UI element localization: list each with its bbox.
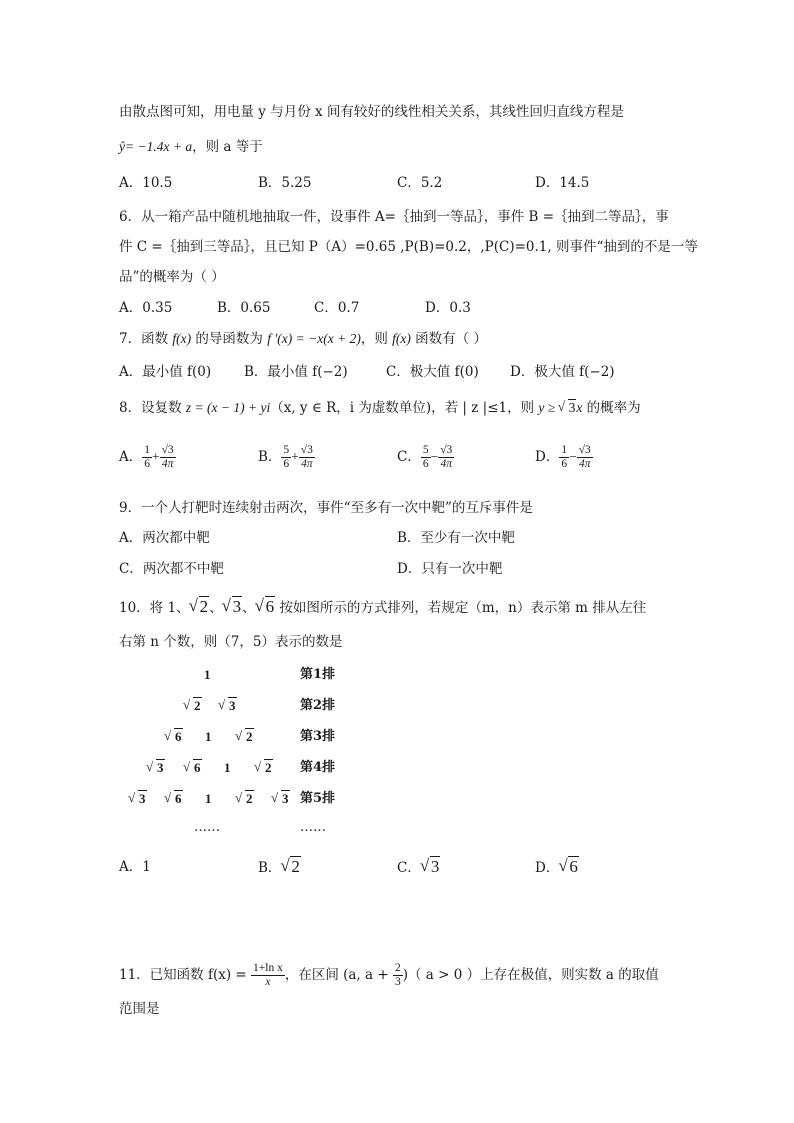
q10-option-d[interactable] (535, 857, 579, 878)
q6-option-b[interactable]: B．0.65 (217, 300, 271, 316)
tri-cell: √ 6 (184, 759, 202, 777)
separator: 、 (242, 600, 256, 616)
q8-option-d[interactable] (535, 444, 593, 471)
q10-rest: 按如图所示的方式排列，若规定（m，n）表示第 m 排从左往 (275, 600, 647, 616)
q6-text-line2: 件 C =｛抽到三等品｝，且已知 P（A）=0.65 ,P(B)=0.2，,P(C)=0.1, 则事件“抽到的不是一等 (119, 239, 698, 255)
option-label: D． (535, 860, 560, 876)
q8-condition: （x, y ∈ R，i 为虚数单位)，若 | z |≤1，则 (270, 400, 539, 416)
tri-cell: √ 3 (129, 790, 147, 808)
tri-cell: √ 2 (184, 697, 202, 715)
q7-option-c[interactable]: C．极大值 f(0) (386, 364, 479, 380)
option-label: D． (535, 449, 560, 465)
row-label-3: 第3排 (300, 729, 336, 744)
q10-option-b[interactable] (258, 857, 301, 878)
sqrt-2: √ 2 (190, 597, 210, 617)
ellipsis-dots: …… (194, 820, 220, 835)
q5-equation (119, 137, 263, 157)
q7-text (119, 329, 487, 349)
q6-option-c[interactable]: C．0.7 (314, 300, 360, 316)
q8-complex-z: z = (x − 1) + yi (185, 400, 271, 415)
q11-rest: )（ a > 0 ）上存在极值，则实数 a 的取值 (402, 967, 659, 983)
regression-equation: = −1.4x + a (125, 139, 193, 154)
fraction: $\frac{\text{1+ln x}}{x}$ (253, 962, 283, 988)
tri-cell: √ 2 (255, 759, 273, 777)
q6-option-d[interactable]: D．0.3 (425, 300, 471, 316)
row-label-5: 第5排 (300, 791, 336, 806)
fraction: $\frac{5}{6}$ (283, 444, 290, 470)
q8-prefix: 8．设复数 (119, 400, 186, 416)
row-label-4: 第4排 (300, 760, 336, 775)
sqrt-3: √ 3 (223, 597, 243, 617)
q7-suffix: 函数有（ ） (410, 331, 487, 347)
q7-option-d[interactable]: D．极大值 f(−2) (510, 364, 615, 380)
q11-interval: ，在区间 (a, a + (284, 967, 393, 983)
operator: − (430, 449, 439, 464)
operator: − (569, 449, 577, 464)
tri-cell: √ 2 (236, 728, 254, 746)
q10-text-line2: 右第 n 个数，则（7，5）表示的数是 (119, 634, 343, 650)
tri-cell: √ 3 (147, 759, 165, 777)
fraction: $\frac{√3}{4\pi}$ (300, 444, 313, 470)
fraction: $\frac{√3}{4\pi}$ (440, 444, 453, 470)
q11-text-line1 (119, 960, 659, 990)
yhat-symbol: ŷ (119, 139, 125, 154)
row-label-2: 第2排 (300, 698, 336, 713)
q5-equation-suffix: ，则 a 等于 (192, 139, 263, 155)
sqrt-symbol: √ 3 (559, 398, 577, 418)
fraction: $\frac{√3}{4\pi}$ (578, 444, 591, 470)
tri-cell: √ 3 (219, 697, 237, 715)
tri-cell: 1 (205, 791, 212, 806)
q7-fx2: f(x) (392, 331, 411, 346)
q6-option-a[interactable]: A．0.35 (119, 300, 173, 316)
tri-cell: √ 2 (236, 790, 254, 808)
q9-option-b[interactable]: B．至少有一次中靶 (397, 530, 515, 546)
tri-cell: 1 (205, 729, 212, 744)
fraction: $\frac{5}{6}$ (422, 444, 429, 470)
tri-cell: √ 6 (165, 790, 183, 808)
q7-option-a[interactable]: A．最小值 f(0) (119, 364, 212, 380)
q10-option-a[interactable]: A．1 (119, 859, 151, 875)
sqrt-2: √ 2 (281, 857, 301, 877)
q11-text-line2: 范围是 (119, 1001, 160, 1017)
option-label: B． (258, 449, 282, 465)
tri-cell: √ 3 (272, 790, 290, 808)
q8-ineq-left: y ≥ (538, 400, 559, 415)
tri-cell: 1 (204, 667, 211, 682)
q9-text: 9．一个人打靶时连续射击两次，事件“至多有一次中靶”的互斥事件是 (119, 500, 533, 516)
q5-text-line1: 由散点图可知，用电量 y 与月份 x 间有较好的线性相关关系，其线性回归直线方程是 (119, 104, 624, 120)
sqrt-3: √ 3 (421, 857, 441, 877)
q8-suffix: 的概率为 (582, 400, 641, 416)
q7-derivative: f ′(x) = −x(x + 2) (267, 331, 361, 346)
q10-option-c[interactable] (397, 857, 440, 878)
option-label: C． (397, 860, 421, 876)
option-label: A． (119, 449, 143, 465)
q5-option-a[interactable]: A．10.5 (119, 175, 173, 191)
sqrt-6: √ 6 (559, 857, 579, 877)
q7-mid2: ，则 (360, 331, 393, 347)
q5-option-c[interactable]: C．5.2 (397, 175, 443, 191)
fraction: $\frac{1}{6}$ (144, 444, 150, 470)
operator: + (291, 449, 299, 464)
sqrt-6: √ 6 (256, 597, 276, 617)
fraction: $\frac{√3}{4\pi}$ (161, 444, 174, 470)
fraction: $\frac{2}{3}$ (394, 962, 401, 988)
q5-option-b[interactable]: B．5.25 (258, 175, 312, 191)
q8-option-b[interactable] (258, 444, 315, 471)
q7-option-b[interactable]: B．最小值 f(−2) (244, 364, 348, 380)
separator: 、 (209, 600, 223, 616)
q8-text (119, 398, 641, 418)
q9-option-c[interactable]: C．两次都不中靶 (119, 561, 224, 577)
tri-cell: 1 (224, 760, 231, 775)
q7-mid: 的导函数为 (191, 331, 268, 347)
option-label: B． (258, 860, 282, 876)
q8-option-a[interactable] (119, 444, 176, 471)
fraction: $\frac{1}{6}$ (561, 444, 568, 470)
tri-cell: √ 6 (165, 728, 183, 746)
row-label-1: 第1排 (300, 667, 336, 682)
q11-prefix: 11．已知函数 f(x) = (119, 967, 252, 983)
q9-option-a[interactable]: A．两次都中靶 (119, 530, 210, 546)
q6-text-line1: 6．从一箱产品中随机地抽取一件，设事件 A=｛抽到一等品｝，事件 B =｛抽到二等品｝，事 (119, 209, 669, 225)
q7-fx: f(x) (172, 331, 192, 346)
q8-option-c[interactable] (397, 444, 454, 471)
option-label: C． (397, 449, 421, 465)
q10-prefix: 10．将 1、 (119, 600, 190, 616)
q6-text-line3: 品”的概率为（ ） (119, 269, 225, 285)
operator: + (152, 449, 160, 464)
ellipsis-dots: …… (300, 820, 326, 835)
q9-option-d[interactable]: D．只有一次中靶 (397, 561, 503, 577)
q5-option-d[interactable]: D．14.5 (535, 175, 590, 191)
q10-text-line1 (119, 597, 646, 618)
q7-prefix: 7．函数 (119, 331, 173, 347)
q8-ineq-right: x (576, 400, 583, 415)
